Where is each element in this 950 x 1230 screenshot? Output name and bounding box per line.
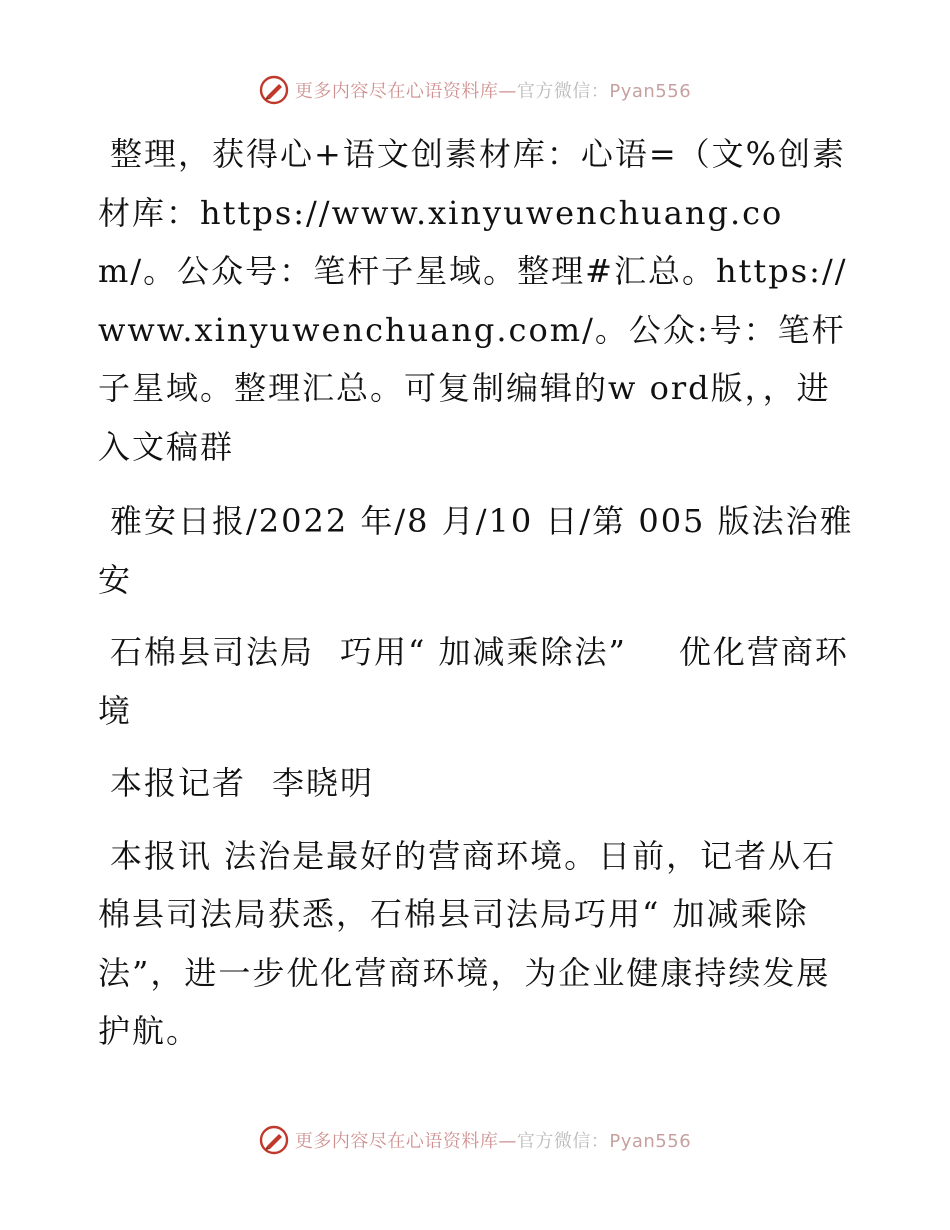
watermark-text bbox=[295, 77, 691, 103]
watermark-wechat-id: Pyan556 bbox=[609, 81, 692, 102]
watermark-main-text: 更多内容尽在心语资料库 bbox=[294, 81, 499, 102]
byline bbox=[98, 754, 858, 813]
byline-author: 李晓明 bbox=[272, 764, 375, 802]
watermark-dash: — bbox=[498, 1131, 517, 1152]
watermark-official-label: 官方微信 bbox=[516, 1131, 591, 1152]
watermark-colon: ： bbox=[590, 1131, 610, 1152]
watermark-official-label: 官方微信 bbox=[516, 81, 591, 102]
headline-part-3: 优化营商环境 bbox=[98, 633, 849, 730]
header-watermark bbox=[0, 70, 950, 110]
byline-label: 本报记者 bbox=[110, 764, 247, 802]
watermark-text bbox=[295, 1127, 691, 1153]
document-body bbox=[98, 125, 858, 1075]
watermark-colon: ： bbox=[590, 81, 610, 102]
source-line: 雅安日报/2022 年/8 月/10 日/第 005 版法治雅安 bbox=[98, 502, 854, 599]
watermark-dash: — bbox=[498, 81, 517, 102]
headline-part-2: 巧用“ 加减乘除法” bbox=[340, 633, 627, 671]
intro-paragraph: 整理，获得心+语文创素材库：心语=（文%创素材库：https://www.xinyuwenchuang.com/。公众号：笔杆子星域。整理#汇总。https://www.xinyuwenchuang.com/。公众:号：笔杆子星域。整理汇总。可复制编辑的w ord版，，进入文稿群 bbox=[98, 135, 848, 466]
headline-part-1: 石棉县司法局 bbox=[110, 633, 315, 671]
article-paragraph: 本报讯 法治是最好的营商环境。日前，记者从石棉县司法局获悉，石棉县司法局巧用“ 加减乘除法”，进一步优化营商环境，为企业健康持续发展护航。 bbox=[98, 836, 837, 1050]
pen-circle-logo-icon bbox=[259, 75, 289, 105]
article-headline bbox=[98, 623, 858, 740]
pen-circle-logo-icon bbox=[259, 1125, 289, 1155]
footer-watermark bbox=[0, 1120, 950, 1160]
watermark-wechat-id: Pyan556 bbox=[609, 1131, 692, 1152]
watermark-main-text: 更多内容尽在心语资料库 bbox=[294, 1131, 499, 1152]
